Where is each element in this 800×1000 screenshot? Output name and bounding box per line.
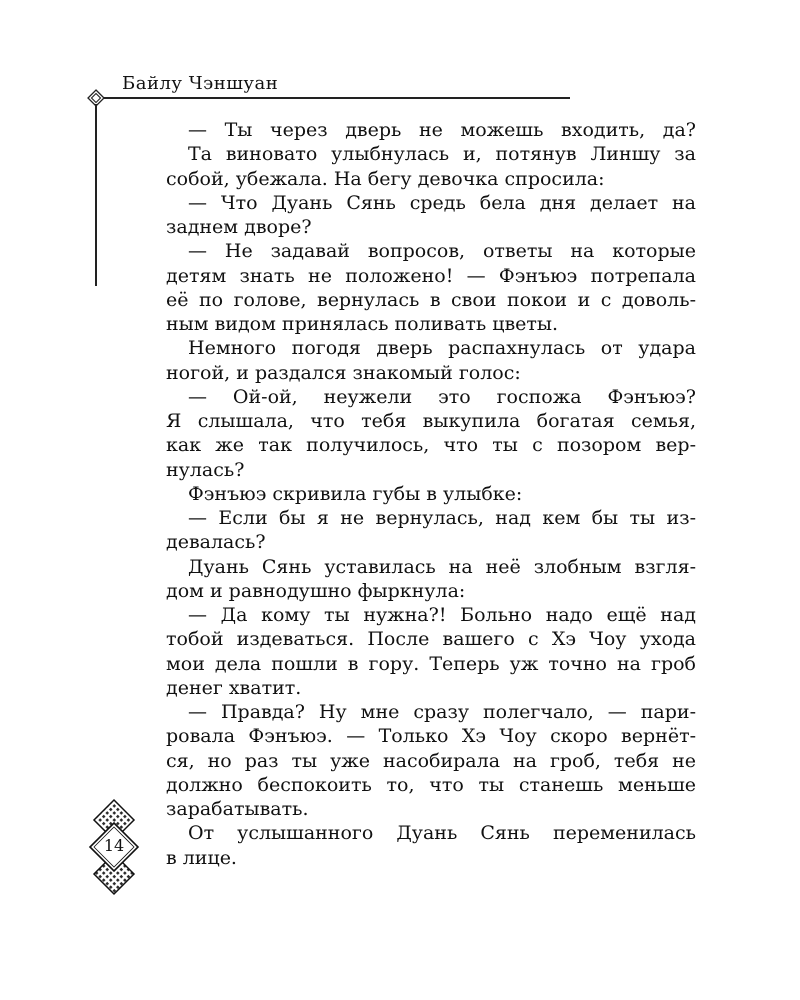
text-line: — Ой-ой, неужели это госпожа Фэнъюэ? [188,385,696,408]
text-line: мои дела пошли в гору. Теперь уж точно на гроб [166,652,696,675]
text-line: как же так получилось, что ты с позором вер- [166,434,696,457]
text-line: — Да кому ты нужна?! Больно надо ещё над [188,604,696,626]
text-line: в лице. [166,846,237,869]
text-line: денег хватит. [166,676,302,699]
text-line: От услышанного Дуань Сянь переменилась [188,822,696,845]
text-line: ся, но раз ты уже насобирала на гроб, тебя не [166,749,696,772]
text-line: Немного погодя дверь распахнулась от удара [188,337,696,360]
text-line: Та виновато улыбнулась и, потянув Линшу за [188,143,696,166]
body-text [166,118,696,870]
page-number: 14 [103,836,125,855]
text-line: ногой, и раздался знакомый голос: [166,361,521,384]
text-line: дом и равнодушно фыркнула: [166,579,466,602]
text-line: ным видом принялась поливать цветы. [166,313,559,335]
running-header-title: Байлу Чэншуан [122,73,279,94]
header-diamond-ornament-icon [87,89,105,107]
text-line: — Что Дуань Сянь средь бела дня делает на [188,191,696,214]
text-line: тобой издеваться. После вашего с Хэ Чоу ухода [166,628,696,651]
text-line: — Правда? Ну мне сразу полегчало, — пари- [188,701,696,723]
text-line: её по голове, вернулась в свои покои и с доволь- [166,288,696,311]
text-line: — Не задавай вопросов, ответы на которые [188,240,696,263]
margin-vertical-rule [95,104,97,286]
header-rule [104,97,570,99]
text-line: Дуань Сянь уставилась на неё злобным взгля- [188,555,696,578]
text-line: — Ты через дверь не можешь входить, да? [188,119,696,141]
text-line: девалась? [166,531,266,554]
text-line: Фэнъюэ скривила губы в улыбке: [188,482,523,505]
text-line: должно беспокоить то, что ты станешь меньше [166,773,696,796]
text-line: Я слышала, что тебя выкупила богатая семья, [166,410,696,432]
text-line: собой, убежала. На бегу девочка спросила: [166,167,605,190]
text-line: ровала Фэнъюэ. — Только Хэ Чоу скоро вернёт- [166,725,696,748]
text-line: нулась? [166,458,245,481]
text-line: детям знать не положено! — Фэнъюэ потрепала [166,264,696,287]
text-line: заднем дворе? [166,216,312,238]
text-line: — Если бы я не вернулась, над кем бы ты из- [188,507,696,529]
text-line: зарабатывать. [166,798,309,820]
